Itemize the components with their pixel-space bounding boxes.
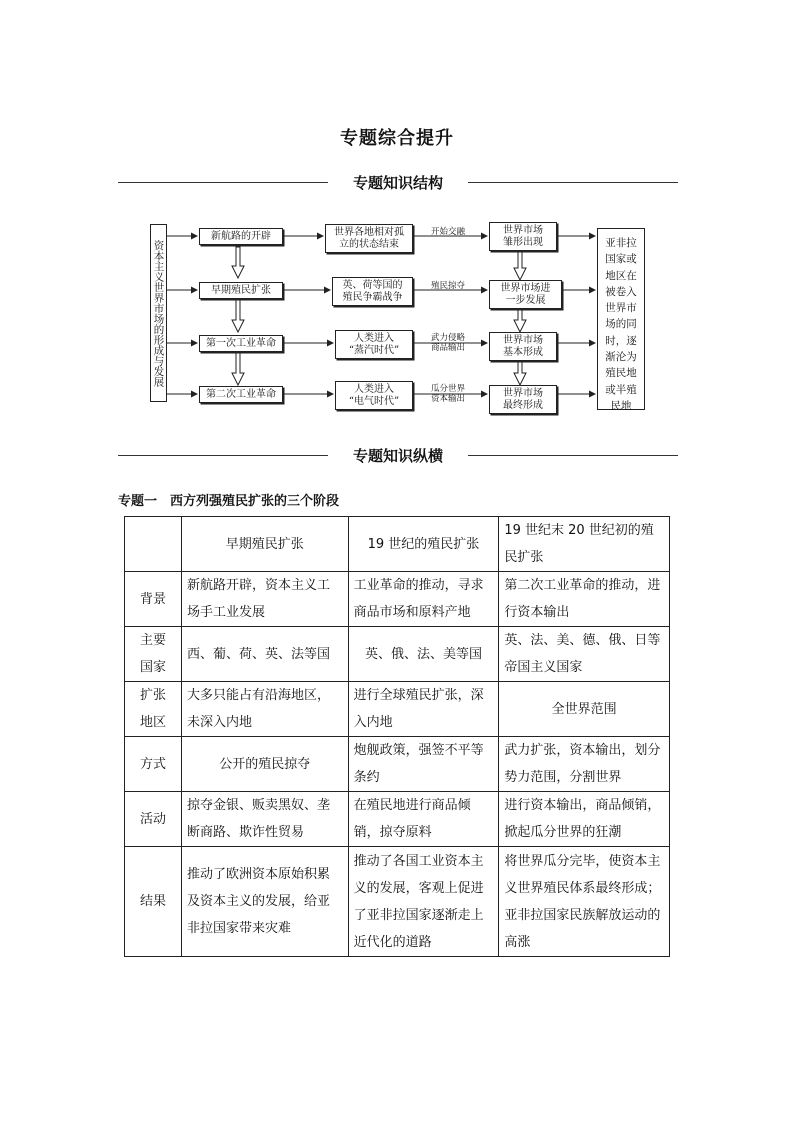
table-header-row [125, 517, 670, 572]
diagram-right-conclusion [597, 228, 645, 410]
table-cell: 推动了各国工业资本主义的发展，客观上促进了亚非拉国家逐渐走上近代化的道路 [348, 847, 499, 957]
row-label: 扩张地区 [125, 682, 182, 737]
node-line: 世界各地相对孤 [334, 226, 404, 238]
table-row [125, 572, 670, 627]
colonial-expansion-table [124, 516, 670, 957]
section-heading-text: 专题知识纵横 [352, 447, 443, 465]
table-cell: 全世界范围 [499, 682, 670, 737]
conclusion-line: 时，逐 [605, 334, 637, 347]
table-row [125, 847, 670, 957]
node-line: 人类进入 [354, 383, 394, 395]
page-title: 专题综合提升 [340, 128, 454, 149]
table-cell: 炮舰政策，强签不平等条约 [348, 737, 499, 792]
node-line: 殖民争霸战争 [342, 291, 403, 303]
section-heading-text: 专题知识结构 [352, 174, 443, 192]
table-row [125, 682, 670, 737]
node-line: 世界市场进 [500, 282, 551, 294]
table-cell: 西、葡、荷、英、法等国 [181, 627, 348, 682]
row-label: 背景 [125, 572, 182, 627]
conclusion-line: 殖民地 [605, 367, 637, 380]
section-heading-overview [118, 443, 678, 467]
diagram-edge-label: 瓜分世界 资本输出 [430, 384, 465, 404]
node-line: “电气时代” [348, 395, 400, 407]
section-heading-structure [118, 170, 678, 194]
diagram-node-market-embryo [489, 222, 557, 251]
table-cell: 武力扩张，资本输出，划分势力范围，分割世界 [499, 737, 670, 792]
node-line: 英、荷等国的 [342, 279, 403, 291]
node-line: 立的状态结束 [339, 238, 399, 250]
table-header-cell: 19 世纪的殖民扩张 [348, 517, 499, 572]
table-cell: 大多只能占有沿海地区，未深入内地 [181, 682, 348, 737]
table-cell: 将世界瓜分完毕，使资本主义世界殖民体系最终形成；亚非拉国家民族解放运动的高涨 [499, 847, 670, 957]
diagram-node-market-basic [489, 332, 557, 361]
row-label: 活动 [125, 792, 182, 847]
conclusion-line: 民地 [610, 399, 632, 412]
table-row [125, 737, 670, 792]
knowledge-structure-diagram [0, 0, 794, 420]
node-line: 雏形出现 [503, 236, 543, 248]
node-line: 人类进入 [354, 332, 394, 344]
table-cell: 工业革命的推动，寻求商品市场和原料产地 [348, 572, 499, 627]
table-cell: 进行资本输出，商品倾销，掀起瓜分世界的狂潮 [499, 792, 670, 847]
row-label: 方式 [125, 737, 182, 792]
table-cell: 公开的殖民掠夺 [181, 737, 348, 792]
table-row [125, 792, 670, 847]
divider [468, 455, 678, 456]
conclusion-line: 或半殖 [605, 383, 637, 396]
node-line: 最终形成 [503, 399, 543, 411]
node-line: 基本形成 [503, 346, 543, 358]
diagram-node-first-industrial: 第一次工业革命 [199, 335, 283, 352]
topic-title: 专题一 西方列强殖民扩张的三个阶段 [118, 494, 340, 509]
diagram-left-label: 资本主义世界市场的形成与发展 [150, 224, 167, 402]
diagram-node-steam-age [335, 330, 413, 359]
diagram-connectors [0, 0, 794, 420]
table-cell: 新航路开辟，资本主义工场手工业发展 [181, 572, 348, 627]
conclusion-line: 场的同 [605, 318, 637, 331]
diagram-edge-label: 殖民掠夺 [430, 281, 465, 291]
node-line: “蒸汽时代” [348, 344, 400, 356]
diagram-node-new-route: 新航路的开辟 [199, 228, 283, 245]
table-cell: 英、俄、法、美等国 [348, 627, 499, 682]
node-line: 世界市场 [503, 224, 543, 236]
table-cell: 推动了欧洲资本原始积累及资本主义的发展，给亚非拉国家带来灾难 [181, 847, 348, 957]
conclusion-line: 亚非拉 [605, 237, 637, 249]
diagram-edge-label: 武力侵略 商品输出 [430, 333, 465, 353]
conclusion-line: 世界市 [605, 302, 637, 315]
divider [468, 182, 678, 183]
table-cell: 在殖民地进行商品倾销，掠夺原料 [348, 792, 499, 847]
diagram-edge-label: 开始交融 [430, 227, 465, 237]
table-cell: 英、法、美、德、俄、日等帝国主义国家 [499, 627, 670, 682]
diagram-node-market-develop [489, 280, 562, 309]
diagram-node-second-industrial: 第二次工业革命 [199, 386, 283, 403]
conclusion-line: 国家或 [605, 253, 637, 266]
node-line: 世界市场 [503, 334, 543, 346]
node-line: 一步发展 [505, 294, 546, 306]
table-header-cell [125, 517, 182, 572]
row-label: 主要国家 [125, 627, 182, 682]
diagram-node-early-colonial: 早期殖民扩张 [199, 282, 283, 299]
table-header-cell: 早期殖民扩张 [181, 517, 348, 572]
diagram-node-electric-age [335, 381, 413, 410]
row-label: 结果 [125, 847, 182, 957]
conclusion-line: 地区在 [605, 269, 637, 282]
diagram-node-colonial-wars [332, 277, 413, 306]
table-cell: 进行全球殖民扩张，深入内地 [348, 682, 499, 737]
table-cell: 掠夺金银、贩卖黑奴、垄断商路、欺诈性贸易 [181, 792, 348, 847]
diagram-node-market-final [489, 385, 557, 414]
conclusion-line: 被卷入 [605, 285, 637, 298]
node-line: 世界市场 [503, 387, 543, 399]
table-cell: 第二次工业革命的推动，进行资本输出 [499, 572, 670, 627]
conclusion-line: 渐沦为 [605, 351, 637, 364]
table-row [125, 627, 670, 682]
table-header-cell: 19 世纪末 20 世纪初的殖民扩张 [499, 517, 670, 572]
diagram-node-isolation-end [325, 224, 413, 253]
